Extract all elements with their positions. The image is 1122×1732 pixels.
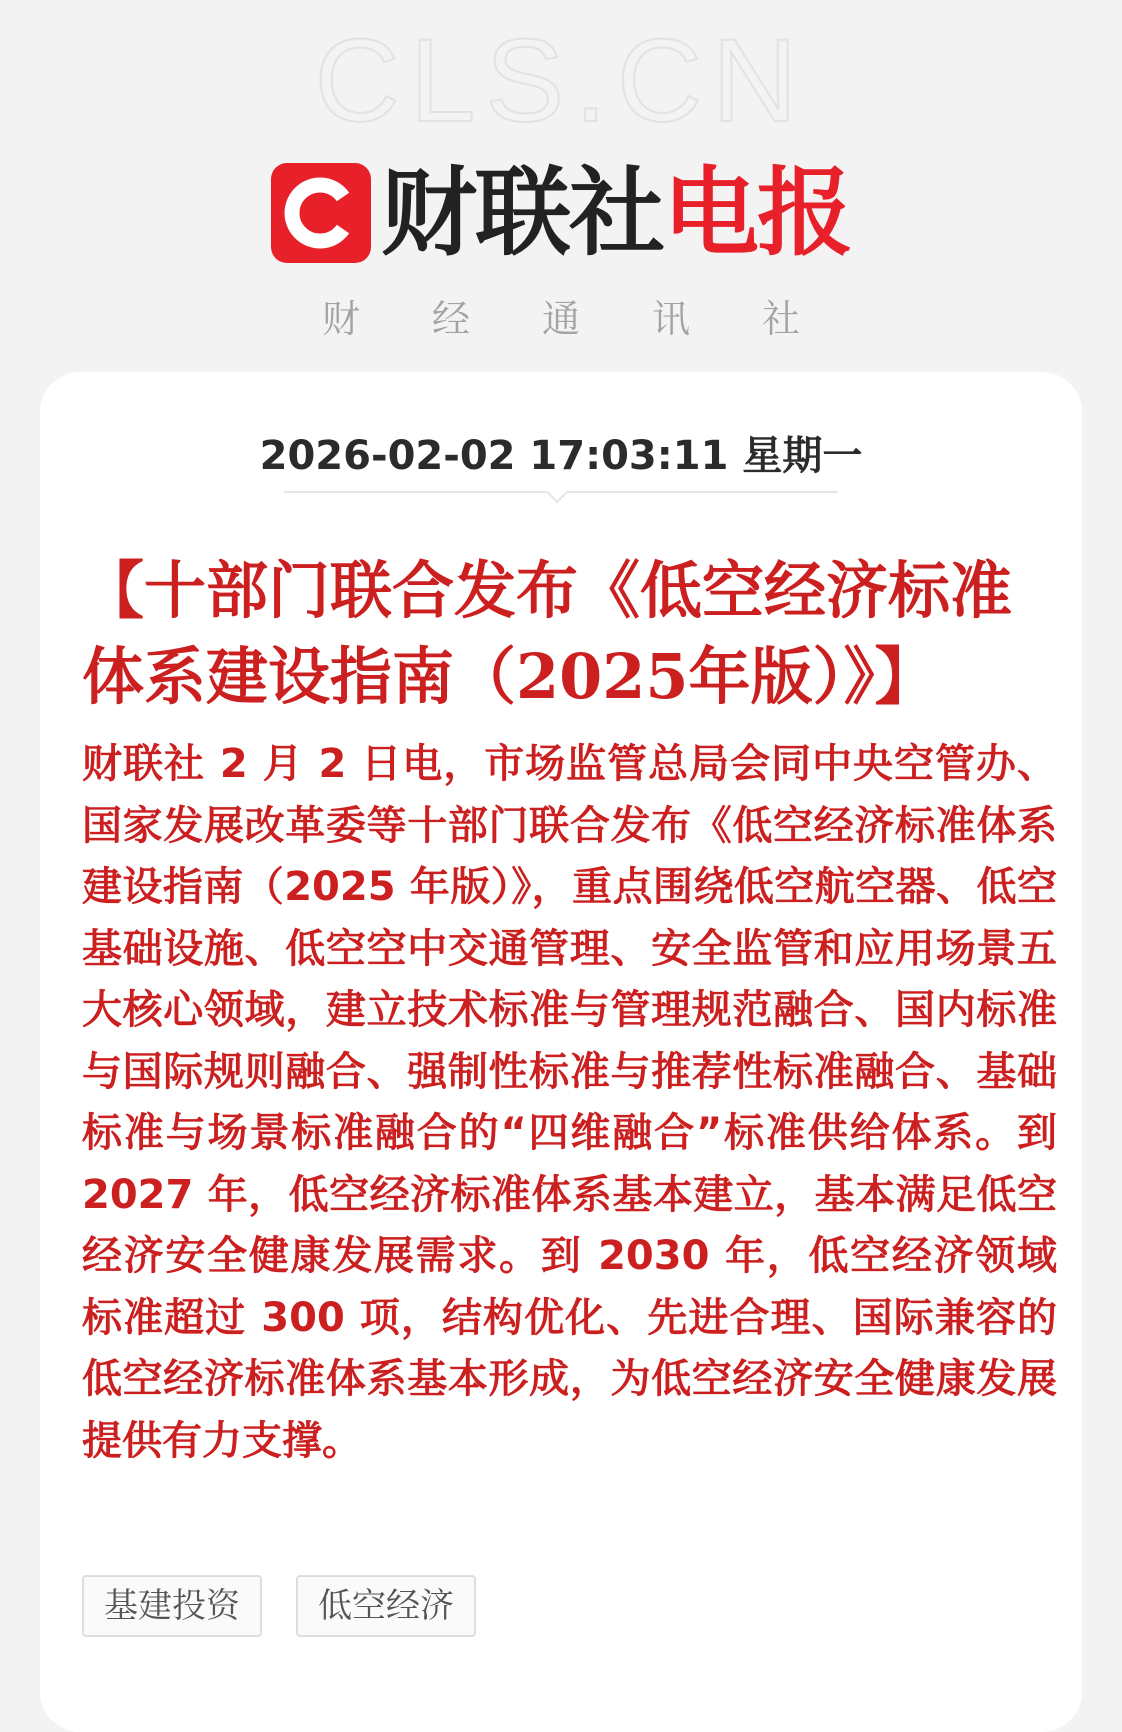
article-body: 财联社 2 月 2 日电，市场监管总局会同中央空管办、国家发展改革委等十部门联合发布《低空经济标准体系建设指南（2025 年版）》，重点围绕低空航空器、低空基础设施、低空空中交通管理、安全监管和应用场景五大核心领域，建立技术标准与管理规范融合、国内标准与国际规则融合、强制性标准与推荐性标准融合、基础标准与场景标准融合的“四维融合”标准供给体系。到 2027 年，低空经济标准体系基本建立，基本满足低空经济安全健康发展需求。到 2030 年，低空经济领域标准超过 300 项，结构优化、先进合理、国际兼容的低空经济标准体系基本形成，为低空经济安全健康发展提供有力支撑。	[82, 741, 1057, 1464]
article-headline: 【十部门联合发布《低空经济标准体系建设指南（2025年版）》】	[82, 554, 1013, 713]
logo-c-icon	[271, 163, 371, 263]
logo-name-black: 财联社	[381, 157, 663, 269]
tagline: 财经通讯社	[321, 297, 872, 341]
logo-name-red: 电报	[663, 157, 851, 269]
tag-low-altitude-economy[interactable]: 低空经济	[296, 1575, 476, 1637]
brand-logo	[0, 158, 1122, 268]
logo-wordmark	[381, 157, 851, 269]
watermark-text: CLS.CN	[314, 15, 808, 147]
tag-infrastructure-investment[interactable]: 基建投资	[82, 1575, 262, 1637]
tag-list	[82, 1575, 476, 1637]
article-datetime: 2026-02-02 17:03:11 星期一	[259, 433, 863, 479]
